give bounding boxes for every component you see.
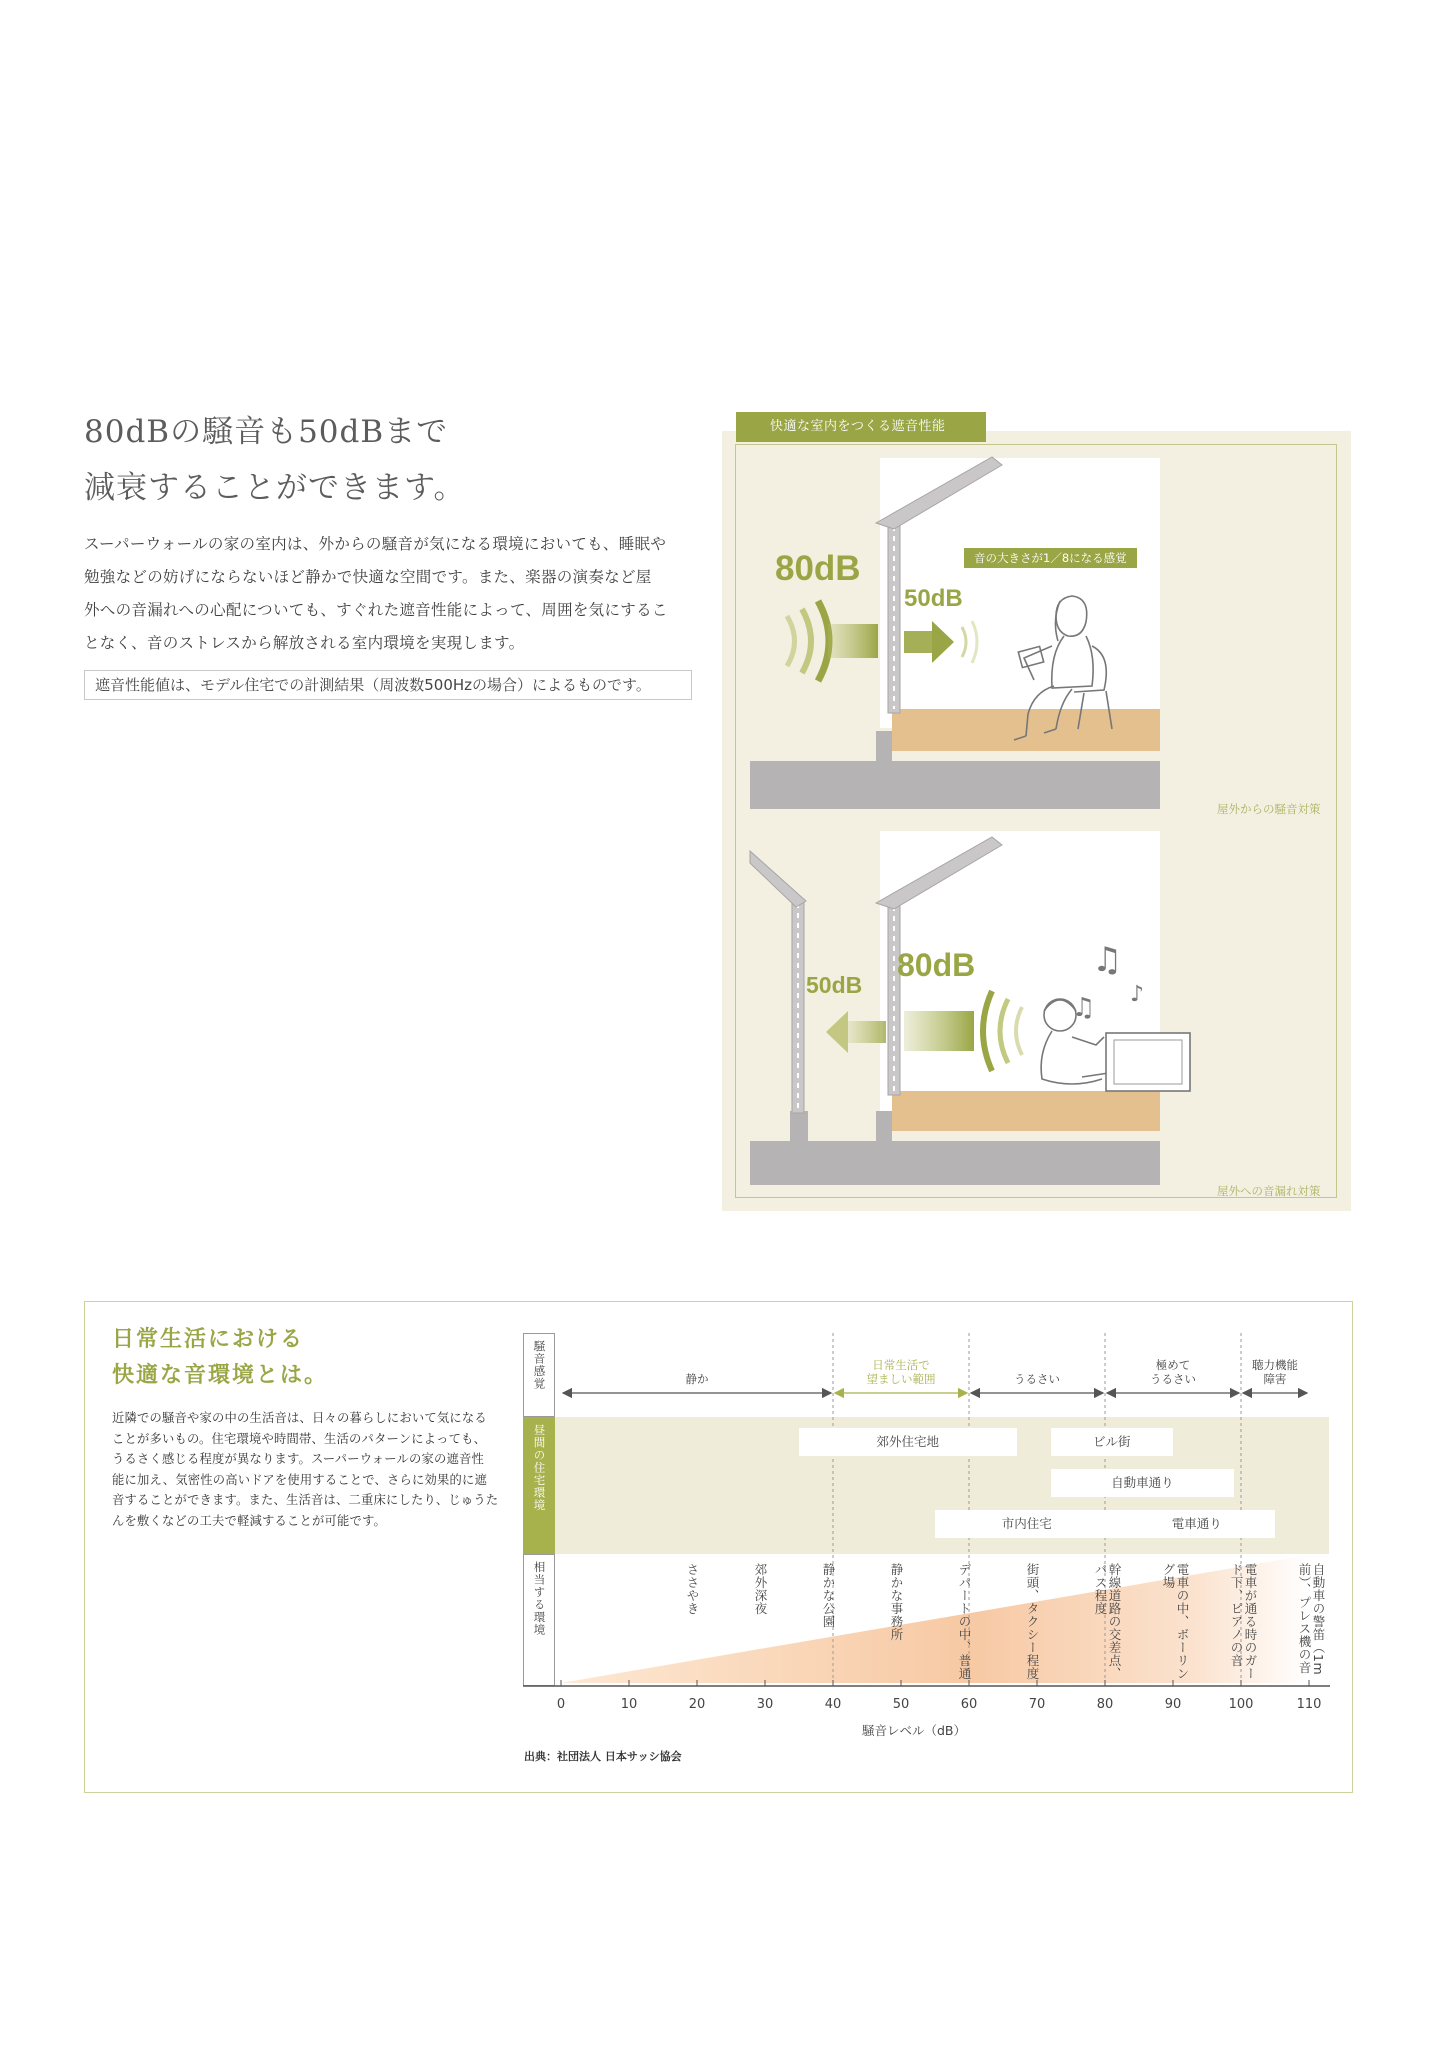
equivalent-environment-label: 幹線道路の交差点、バス程度 [1093,1563,1122,1680]
section-title-line-1: 日常生活における [112,1327,305,1352]
x-tick-label: 100 [1228,1697,1254,1712]
intro-line-3: 外への音漏れへの心配についても、すぐれた遮音性能によって、周囲を気にするこ [84,601,668,619]
x-tick-label: 50 [892,1697,910,1712]
daytime-environment-bar: ビル街 [1051,1428,1173,1456]
sense-range-label: 極めて うるさい [1147,1358,1199,1386]
sense-range-label: うるさい [1011,1372,1063,1386]
x-tick-label: 30 [756,1697,774,1712]
daytime-environment-bar: 電車通り [1119,1510,1275,1538]
measurement-note: 遮音性能値は、モデル住宅での計測結果（周波数500Hzの場合）によるものです。 [84,670,692,700]
x-tick-label: 60 [960,1697,978,1712]
daytime-environment-bar: 郊外住宅地 [799,1428,1017,1456]
section-title-line-2: 快適な音環境とは。 [112,1363,329,1388]
row-header-sense: 騒音感覚 [523,1333,555,1417]
intro-line-2: 勉強などの妨げにならないほど静かで快適な空間です。また、楽器の演奏など屋 [84,568,652,586]
section-line-2: ことが多いもの。住宅環境や時間帯、生活のパターンによっても、 [112,1431,487,1446]
svg-text:♪: ♪ [1130,982,1145,1007]
section-line-1: 近隣での騒音や家の中の生活音は、日々の暮らしにおいて気になる [112,1411,487,1425]
x-tick-label: 10 [620,1697,638,1712]
section-line-4: 能に加え、気密性の高いドアを使用することで、さらに効果的に遮 [112,1472,488,1487]
x-tick-label: 70 [1028,1697,1046,1712]
x-tick-label: 90 [1164,1697,1182,1712]
equivalent-environment-label: 自動車の警笛（1m前）、プレス機の音 [1297,1563,1326,1676]
sense-range-label: 静か [683,1372,712,1386]
daytime-environment-bar: 自動車通り [1051,1469,1235,1497]
illustration-tab: 快適な室内をつくる遮音性能 [736,412,986,442]
room-sound-level: 80dB [897,947,976,983]
headline-line-1: 80dBの騒音も50dBまで [84,414,449,450]
equivalent-environment-label: 電車の中、ボーリング場 [1161,1563,1190,1680]
x-tick-label: 80 [1096,1697,1114,1712]
row-header-equivalent: 相当する環境 [523,1554,555,1686]
source-credit: 出典：社団法人 日本サッシ協会 [524,1750,682,1763]
svg-text:♫: ♫ [1072,993,1096,1023]
equivalent-environment-label: ささやき [685,1563,700,1615]
leaked-sound-level: 50dB [806,972,863,998]
x-tick-label: 40 [824,1697,842,1712]
equivalent-environment-label: 静かな公園 [821,1563,836,1628]
scene-1-caption: 屋外からの騒音対策 [1217,802,1321,816]
sense-range-label: 日常生活で 望ましい範囲 [864,1358,939,1386]
sense-range-label: 聴力機能 障害 [1249,1358,1301,1386]
row-header-daytime: 昼間の住宅環境 [523,1417,555,1554]
equivalent-environment-label: 静かな事務所 [889,1563,904,1641]
svg-text:♫: ♫ [1092,940,1123,980]
inside-noise-level: 50dB [904,585,963,612]
noise-level-gradient [561,1555,1309,1683]
section-line-3: うるさく感じる程度が異なります。スーパーウォールの家の遮音性 [112,1452,484,1466]
intro-line-1: スーパーウォールの家の室内は、外からの騒音が気になる環境においても、睡眠や [84,535,667,553]
outside-noise-level: 80dB [775,549,861,588]
section-line-6: んを敷くなどの工夫で軽減することが可能です。 [112,1513,386,1528]
x-tick-label: 20 [688,1697,706,1712]
x-tick-label: 0 [556,1697,566,1712]
headline-line-2: 減衰することができます。 [84,470,466,506]
equivalent-environment-label: 電車が通る時のガード下、ピアノの音 [1229,1563,1258,1680]
loudness-sense-label: 音の大きさが1／8になる感覚 [964,548,1137,568]
equivalent-environment-label: 郊外深夜 [753,1563,768,1615]
x-tick-label: 110 [1296,1697,1322,1712]
equivalent-environment-label: デパートの中、普通 [957,1563,972,1680]
section-line-5: 音することができます。また、生活音は、二重床にしたり、じゅうた [112,1493,499,1507]
scene-2-caption: 屋外への音漏れ対策 [1217,1184,1321,1198]
daytime-environment-bar: 市内住宅 [935,1510,1119,1538]
equivalent-environment-label: 街頭、タクシー程度 [1025,1563,1040,1680]
intro-line-4: となく、音のストレスから解放される室内環境を実現します。 [84,634,525,652]
x-axis-title: 騒音レベル（dB） [862,1723,967,1738]
